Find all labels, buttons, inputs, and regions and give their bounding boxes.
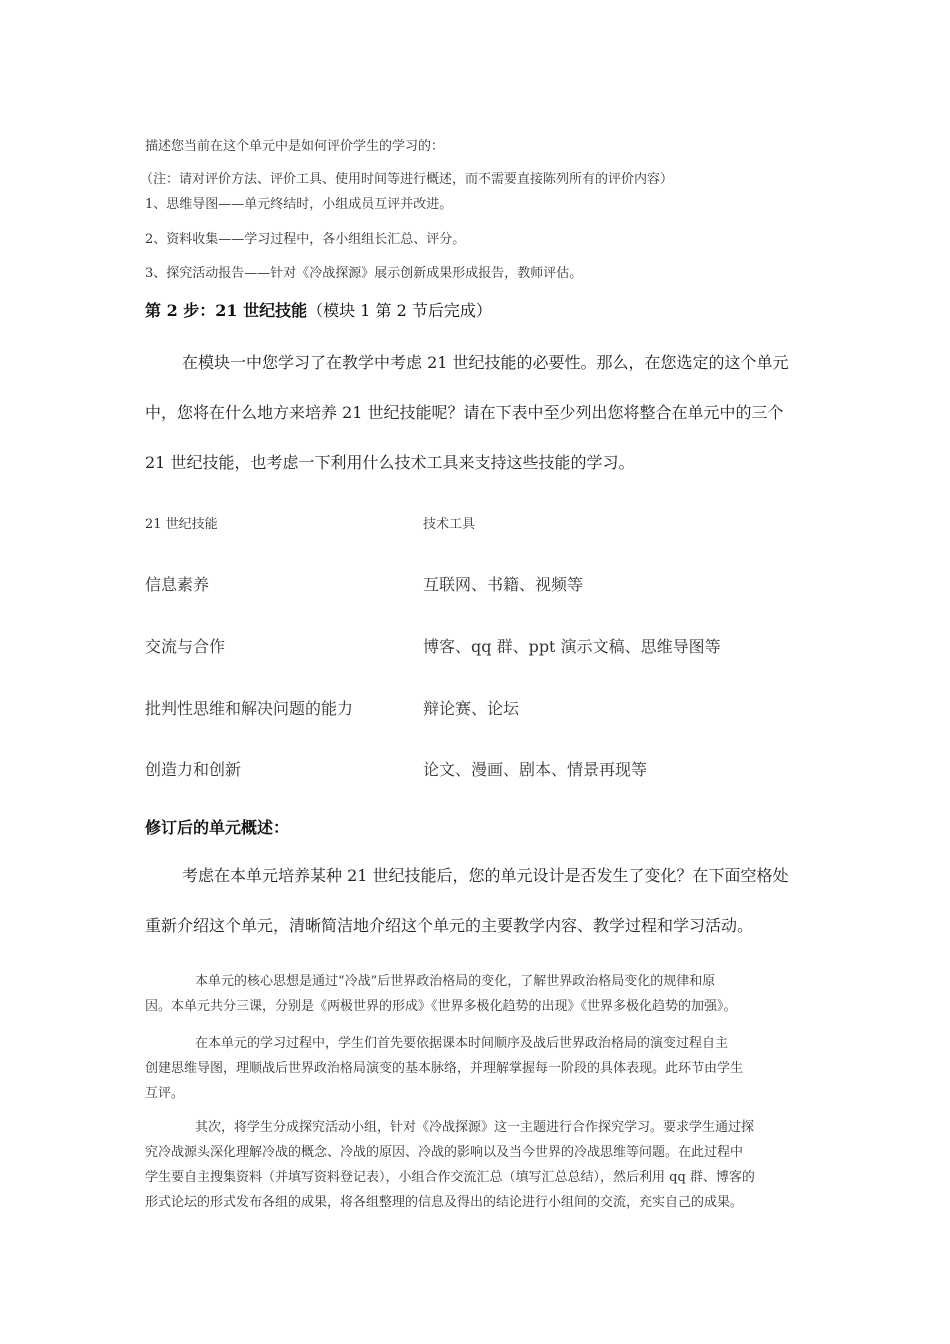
assessment-item: 2、资料收集——学习过程中，各小组组长汇总、评分。	[145, 232, 466, 247]
table-cell-skill: 批判性思维和解决问题的能力	[145, 699, 354, 718]
paragraph-line: 本单元的核心思想是通过“冷战”后世界政治格局的变化，了解世界政治格局变化的规律和原	[195, 974, 716, 989]
paragraph-line: 形式论坛的形式发布各组的成果，将各组整理的信息及得出的结论进行小组间的交流，充实自己的成果。	[145, 1195, 744, 1210]
paragraph-line: 在本单元的学习过程中，学生们首先要依据课本时间顺序及战后世界政治格局的演变过程自主	[195, 1036, 729, 1051]
intro-line: 在模块一中您学习了在教学中考虑 21 世纪技能的必要性。那么，在您选定的这个单元	[182, 353, 789, 372]
table-cell-skill: 创造力和创新	[145, 760, 242, 779]
assessment-note: （注：请对评价方法、评价工具、使用时间等进行概述，而不需要直接陈列所有的评价内容）	[140, 172, 674, 187]
table-cell-tool: 互联网、书籍、视频等	[423, 575, 584, 594]
table-cell-skill: 交流与合作	[145, 637, 226, 656]
intro-line: 21 世纪技能，也考虑一下利用什么技术工具来支持这些技能的学习。	[145, 453, 635, 472]
table-cell-tool: 论文、漫画、剧本、情景再现等	[423, 760, 648, 779]
step2-heading	[145, 298, 492, 321]
table-cell-skill: 信息素养	[145, 575, 210, 594]
table-header-tool: 技术工具	[423, 517, 476, 532]
paragraph-line: 互评。	[145, 1086, 185, 1101]
assessment-item: 1、思维导图——单元终结时，小组成员互评并改进。	[145, 197, 453, 212]
paragraph-line: 究冷战源头深化理解冷战的概念、冷战的原因、冷战的影响以及当今世界的冷战思维等问题。在此过程中	[145, 1145, 744, 1160]
table-header-skill: 21 世纪技能	[145, 517, 218, 532]
assessment-item: 3、探究活动报告——针对《冷战探源》展示创新成果形成报告，教师评估。	[145, 266, 583, 281]
table-cell-tool: 辩论赛、论坛	[423, 699, 520, 718]
paragraph-line: 因。本单元共分三课，分别是《两极世界的形成》《世界多极化趋势的出现》《世界多极化趋势的加强》。	[145, 999, 737, 1014]
table-cell-tool: 博客、qq 群、ppt 演示文稿、思维导图等	[423, 637, 721, 656]
revised-title: 修订后的单元概述：	[145, 818, 290, 837]
paragraph-line: 创建思维导图，理顺战后世界政治格局演变的基本脉络，并理解掌握每一阶段的具体表现。此环节由学生	[145, 1061, 744, 1076]
paragraph-line: 其次，将学生分成探究活动小组，针对《冷战探源》这一主题进行合作探究学习。要求学生通过探	[195, 1120, 755, 1135]
step2-title: 第 2 步：21 世纪技能	[145, 301, 308, 320]
intro-line: 重新介绍这个单元，清晰简洁地介绍这个单元的主要教学内容、教学过程和学习活动。	[145, 916, 754, 935]
assessment-prompt: 描述您当前在这个单元中是如何评价学生的学习的：	[145, 139, 445, 154]
paragraph-line: 学生要自主搜集资料（并填写资料登记表），小组合作交流汇总（填写汇总总结），然后利用 qq 群、博客的	[145, 1170, 755, 1185]
intro-line: 中，您将在什么地方来培养 21 世纪技能呢？请在下表中至少列出您将整合在单元中的三个	[145, 403, 784, 422]
step2-subtitle: （模块 1 第 2 节后完成）	[307, 301, 492, 320]
intro-line: 考虑在本单元培养某种 21 世纪技能后，您的单元设计是否发生了变化？在下面空格处	[182, 866, 789, 885]
